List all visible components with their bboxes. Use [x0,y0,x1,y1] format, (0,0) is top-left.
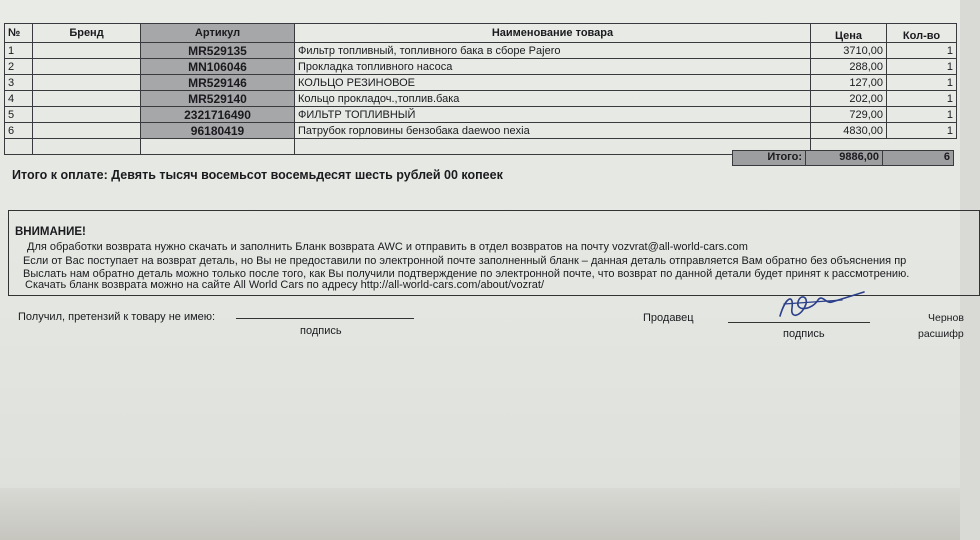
row-article: MN106046 [141,59,295,75]
seller-signature-caption: подпись [783,328,825,340]
header-article: Артикул [141,24,295,43]
warning-line: Если от Вас поступает на возврат деталь, но Вы не предоставили по электронной почте заполненный бланк – данная деталь отправляется Вам обратно без объяснения пр [23,255,907,267]
header-brand: Бренд [33,24,141,43]
cut-off-caption: расшифр [918,328,964,340]
row-price: 3710,00 [811,43,887,59]
receiver-signature-caption: подпись [300,325,342,337]
row-article: MR529135 [141,43,295,59]
row-name: КОЛЬЦО РЕЗИНОВОЕ [295,75,811,91]
row-price: 4830,00 [811,123,887,139]
row-article: MR529146 [141,75,295,91]
row-brand [33,43,141,59]
row-article: MR529140 [141,91,295,107]
seller-label: Продавец [643,312,694,324]
receiver-signature-line [236,318,414,319]
header-qty: Кол-во [887,24,957,43]
row-price: 729,00 [811,107,887,123]
table-row [5,59,957,75]
total-qty-cell: 6 [883,150,954,166]
table-header-row [5,24,957,43]
row-brand [33,75,141,91]
row-name: Патрубок горловины бензобака daewoo nexia [295,123,811,139]
warning-title: ВНИМАНИЕ! [15,226,86,238]
page-shadow [0,488,960,540]
warning-line: Для обработки возврата нужно скачать и заполнить Бланк возврата AWC и отправить в отдел возвратов на почту vozvrat@all-world-cars.com [27,241,748,253]
totals-strip [732,150,956,166]
row-num: 4 [5,91,33,107]
row-qty: 1 [887,123,957,139]
header-num: № [5,24,33,43]
row-qty: 1 [887,59,957,75]
table-row [5,91,957,107]
row-num: 3 [5,75,33,91]
row-brand [33,91,141,107]
row-num: 6 [5,123,33,139]
row-price: 202,00 [811,91,887,107]
total-sum-cell: 9886,00 [806,150,883,166]
row-num: 5 [5,107,33,123]
row-qty: 1 [887,75,957,91]
row-brand [33,107,141,123]
row-num: 2 [5,59,33,75]
header-name: Наименование товара [295,24,811,43]
row-qty: 1 [887,91,957,107]
amount-in-words: Итого к оплате: Девять тысяч восемьсот восемьдесят шесть рублей 00 копеек [12,168,503,182]
row-article: 96180419 [141,123,295,139]
warning-line: Выслать нам обратно деталь можно только после того, как Вы получили подтверждение по электронной почте, что возврат по данной детали будет принят к рассмотрению. [23,268,910,280]
table-row [5,43,957,59]
row-num: 1 [5,43,33,59]
row-article: 2321716490 [141,107,295,123]
row-name: Фильтр топливный, топливного бака в сборе Pajero [295,43,811,59]
handwritten-signature [772,286,872,326]
header-price: Цена [811,24,887,43]
warning-line: Скачать бланк возврата можно на сайте All World Cars по адресу http://all-world-cars.com/about/vozrat/ [25,279,545,291]
row-qty: 1 [887,107,957,123]
row-name: Кольцо прокладоч.,топлив.бака [295,91,811,107]
receiver-statement: Получил, претензий к товару не имею: [18,311,216,323]
row-name: ФИЛЬТР ТОПЛИВНЫЙ [295,107,811,123]
cut-off-name: Чернов [928,312,964,324]
row-name: Прокладка топливного насоса [295,59,811,75]
items-table [4,23,957,155]
row-brand [33,123,141,139]
row-brand [33,59,141,75]
row-price: 127,00 [811,75,887,91]
table-row [5,107,957,123]
warning-box [8,210,980,296]
table-row [5,123,957,139]
row-qty: 1 [887,43,957,59]
table-row [5,75,957,91]
total-label-cell: Итого: [732,150,806,166]
row-price: 288,00 [811,59,887,75]
